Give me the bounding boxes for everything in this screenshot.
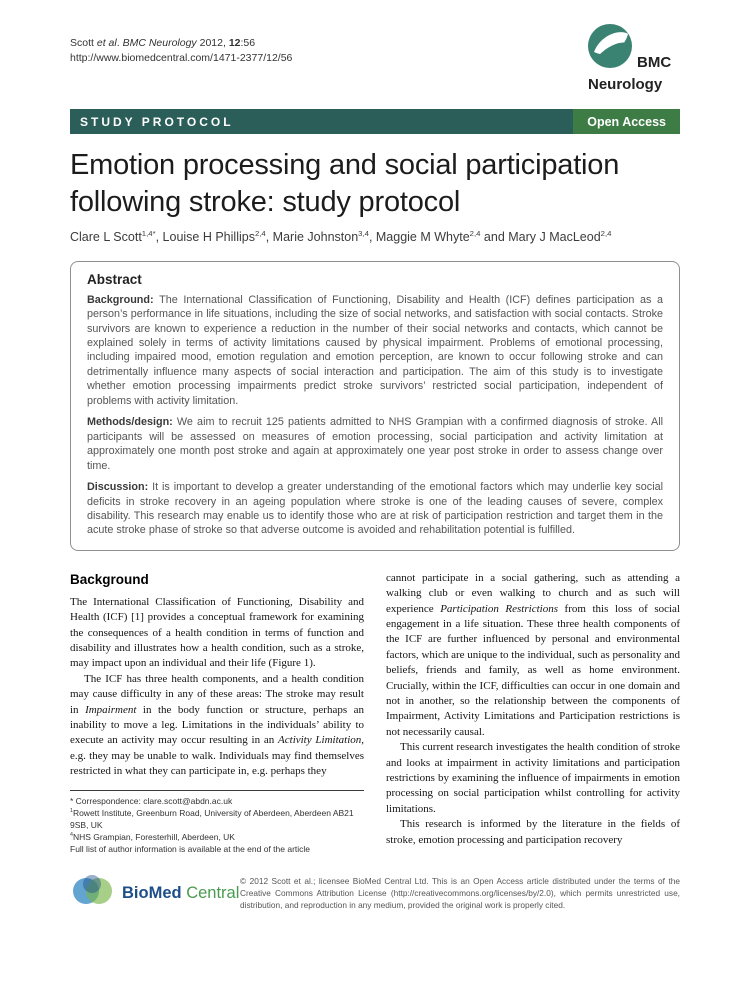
abstract-paragraph-methods: Methods/design: We aim to recruit 125 patients admitted to NHS Grampian with a confirmed diagnosis of stroke. All participants will be assessed on measures of emotion processing, social participation and activity limitation at approximately one month post stroke and again at approximately one year post stroke in order to assess change over time. (87, 416, 663, 472)
article-title: Emotion processing and social participation following stroke: study protocol (70, 149, 620, 218)
column-left (70, 571, 364, 856)
body-paragraph: The ICF has three health components, and a health condition may cause difficulty in any of these areas: The stroke may result in Impairment in the body function or structure, perhaps an inability to move a leg. Limitations in the individuals’ ability to execute an activity may occur resulting in an Activity Limitation, e.g. they may be unable to walk. Individuals may find themselves restricted in what they can participate in, e.g. perhaps they (70, 672, 365, 778)
copyright-text: © 2012 Scott et al.; licensee BioMed Central Ltd. This is an Open Access article distributed under the terms of the Creative Commons Attribution License (http://creativecommons.org/licenses/by/2.0), which permits unrestricted use, distribution, and reproduction in any medium, provided the original work is properly cited. (240, 875, 680, 910)
footnote-block (70, 790, 364, 855)
biomed-word-biomed: BioMed (122, 884, 182, 903)
bmc-logo-top (588, 24, 671, 73)
body-paragraph: cannot participate in a social gathering, such as attending a walking club or even walking to church and as such will experience Participation Restrictions from this loss of social engagement in a life situation. These three health components of the ICF are further influenced by personal and environmental factors, which are unique to the individual, such as personality and beliefs, friends and family, as well as home environment. Crucially, within the ICF, difficulties can occur in one domain and not in another, so the relationship between the components of Impairment, Activity Limitations and Participation restrictions is not necessarily causal. (386, 571, 680, 738)
column-right (386, 571, 680, 856)
biomed-central-logo (70, 872, 240, 915)
article-type-banner (70, 109, 680, 134)
bmc-logo (588, 24, 680, 93)
abstract-paragraph-background: Background: The International Classification of Functioning, Disability and Health (ICF) defines participation as a person’s performance in life situations, including the size of social networks, and satisfaction with social contacts. Stroke survivors are known to experience a reduction in the number of their social networks and contacts, which cannot be explained solely in terms of activity limitations caused by physical impairment. Problems of emotional processing, including impaired mood, emotion regulation and emotion perception, are known to occur following stroke and can detrimentally influence many aspects of social interaction and participation. The aim of this study is to investigate whether emotion processing impairments predict stroke survivors’ restricted social participation, independent of problems with activity limitation. (87, 293, 663, 407)
biomed-circles-icon (70, 872, 116, 915)
correspondence-line[interactable]: * Correspondence: clare.scott@abdn.ac.uk (70, 796, 233, 807)
abstract-box (70, 261, 680, 551)
footer (70, 872, 680, 915)
body-paragraph: The International Classification of Functioning, Disability and Health (ICF) [1] provides a conceptual framework for examining the consequences of a health condition in terms of function and disability and illustrates how a health condition, such as a stroke, may impact upon an individual and their life (Figure 1). (70, 595, 364, 670)
citation-block (70, 30, 292, 66)
article-type-label: STUDY PROTOCOL (80, 114, 234, 129)
bmc-brand: BMC (637, 54, 672, 71)
affiliation-4: $^4$NHS Grampian, Foresterhill, Aberdeen, UK (70, 832, 235, 843)
biomed-word-central: Central (186, 884, 240, 903)
abstract-heading: Abstract (87, 271, 142, 287)
open-access-badge: Open Access (573, 109, 680, 134)
body-paragraph: This current research investigates the health condition of stroke and looks at impairment in activity limitations and participation restrictions by examining the influence of impairments in emotion processing on social participation whilst controlling for activity limitations. (386, 741, 680, 815)
abstract-paragraph-discussion: Discussion: It is important to develop a greater understanding of the emotional factors which may underlie key social deficits in stroke recovery in an ageing population where stroke is one of the leading causes of severe, complex disability. This research may enable us to identify those who are at risk of participation restriction and target them in the acute stroke phase of stroke so that adverse outcome is avoided and rehabilitation potential is fulfilled. (87, 481, 663, 537)
author-info-note: Full list of author information is available at the end of the article (70, 844, 311, 855)
author-list: Clare L Scott$^{1,4*}$, Louise H Phillips$^{2,4}$, Marie Johnston$^{3,4}$, Maggie M Whyte$^{2,4}$ and Mary J MacLeod$^{2,4}$ (70, 228, 612, 244)
body-columns (70, 571, 680, 856)
bmc-journal-name: Neurology (588, 76, 663, 93)
section-heading-background: Background (70, 571, 149, 587)
body-paragraph: This research is informed by the literature in the fields of stroke, emotion processing and participation recovery (386, 818, 680, 846)
citation-line: Scott et al. BMC Neurology 2012, 12:56 (70, 37, 256, 49)
masthead (70, 30, 680, 93)
affiliation-1: $^1$Rowett Institute, Greenburn Road, University of Aberdeen, Aberdeen AB21 9SB, UK (70, 808, 354, 831)
biomed-wordmark (122, 885, 239, 902)
article-url[interactable]: http://www.biomedcentral.com/1471-2377/12/56 (70, 52, 293, 65)
bmc-leaf-icon (588, 24, 632, 73)
